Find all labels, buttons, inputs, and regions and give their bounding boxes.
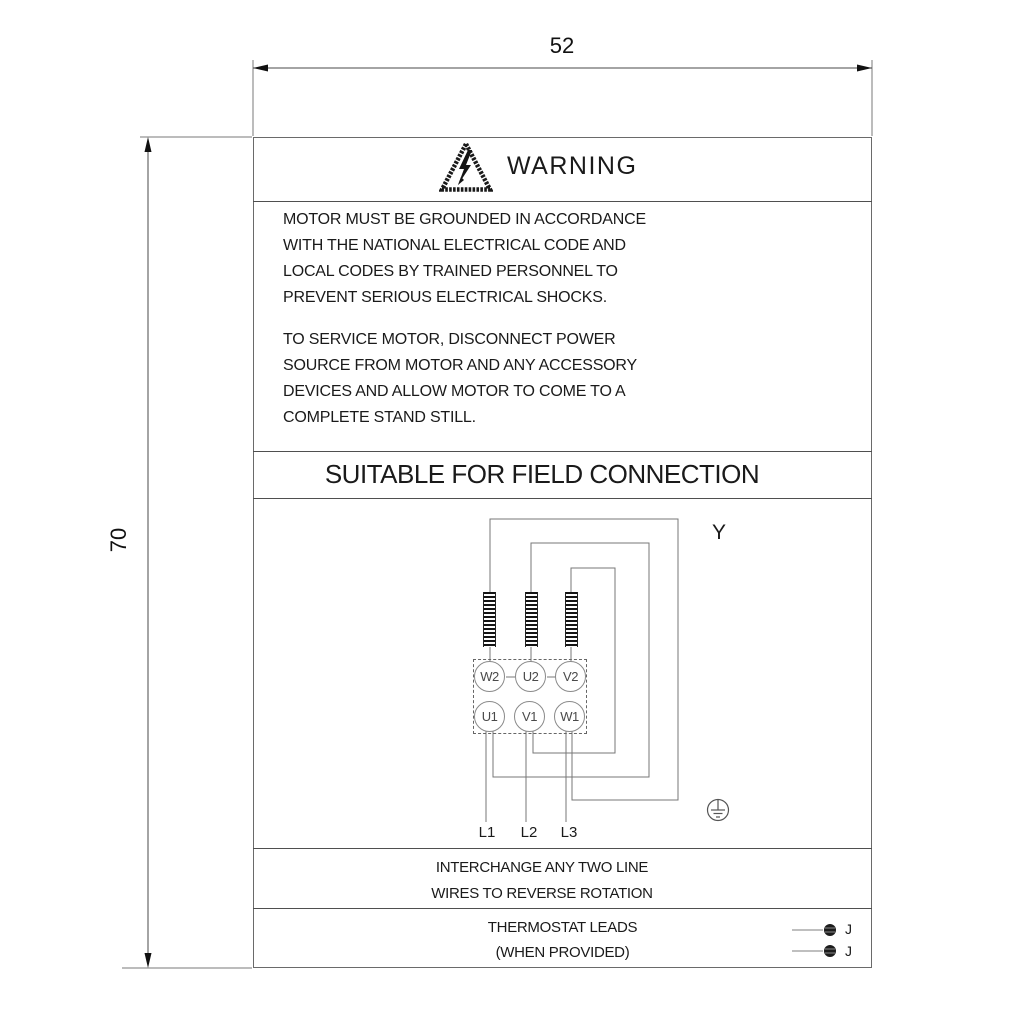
lead-j-label-1: J: [845, 921, 852, 937]
rotation-note-line1: INTERCHANGE ANY TWO LINE: [435, 859, 649, 876]
grounding-line: WITH THE NATIONAL ELECTRICAL CODE AND: [283, 237, 626, 254]
line-label-l3: L3: [560, 824, 578, 841]
grounding-line: LOCAL CODES BY TRAINED PERSONNEL TO: [283, 263, 618, 280]
thermostat-note-line1: THERMOSTAT LEADS: [487, 919, 638, 936]
line-label-l1: L1: [478, 824, 496, 841]
grounding-line: TO SERVICE MOTOR, DISCONNECT POWER: [283, 331, 616, 348]
line-label-l2: L2: [520, 824, 538, 841]
thermostat-note-line2: (WHEN PROVIDED): [495, 944, 630, 961]
arrowhead-right-icon: [857, 65, 872, 72]
grounding-paragraph-1: [283, 207, 843, 311]
terminal-v2: V2: [555, 661, 586, 692]
warning-title: WARNING: [507, 152, 638, 180]
section-divider: [253, 201, 872, 202]
winding-coil-icon: [565, 592, 578, 647]
rotation-note-line2: WIRES TO REVERSE ROTATION: [431, 885, 653, 902]
grounding-line: MOTOR MUST BE GROUNDED IN ACCORDANCE: [283, 211, 646, 228]
width-dimension-label: 52: [549, 33, 575, 58]
terminal-v1: V1: [514, 701, 545, 732]
high-voltage-icon: [439, 141, 493, 193]
section-divider: [253, 848, 872, 849]
winding-coil-icon: [525, 592, 538, 647]
star-connection-label: Y: [712, 521, 727, 544]
height-dimension-label: 70: [106, 527, 131, 553]
grounding-line: SOURCE FROM MOTOR AND ANY ACCESSORY: [283, 357, 637, 374]
grounding-line: DEVICES AND ALLOW MOTOR TO COME TO A: [283, 383, 626, 400]
arrowhead-left-icon: [253, 65, 268, 72]
winding-coil-icon: [483, 592, 496, 647]
section-divider: [253, 908, 872, 909]
terminal-u1: U1: [474, 701, 505, 732]
field-connection-banner: SUITABLE FOR FIELD CONNECTION: [324, 459, 760, 489]
grounding-line: PREVENT SERIOUS ELECTRICAL SHOCKS.: [283, 289, 607, 306]
terminal-u2: U2: [515, 661, 546, 692]
terminal-w1: W1: [554, 701, 585, 732]
grounding-paragraph-2: [283, 327, 843, 431]
grounding-line: COMPLETE STAND STILL.: [283, 409, 476, 426]
arrowhead-down-icon: [145, 953, 152, 968]
arrowhead-up-icon: [145, 137, 152, 152]
section-divider: [253, 498, 872, 499]
grounding-instructions: [283, 207, 843, 431]
terminal-w2: W2: [474, 661, 505, 692]
lead-j-label-2: J: [845, 943, 852, 959]
